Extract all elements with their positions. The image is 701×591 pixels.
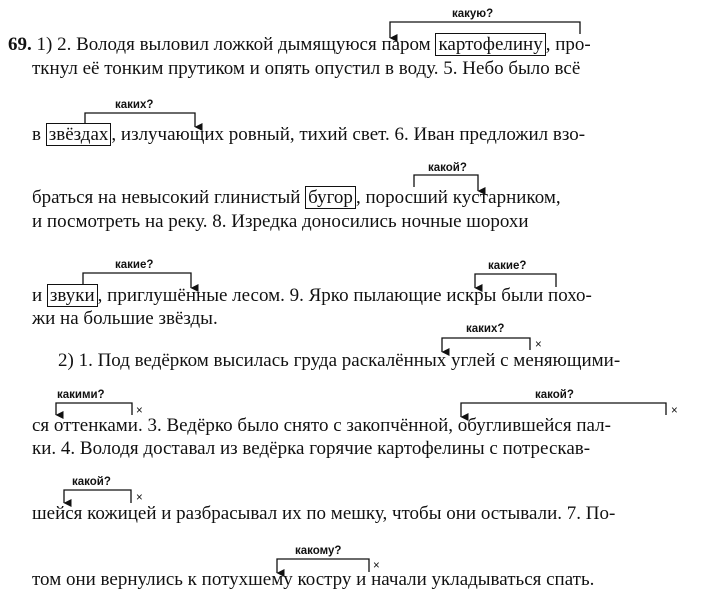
text-line: и посмотреть на реку. 8. Изредка доносились ночные шорохи: [32, 211, 529, 232]
text-line: и звуки , приглушённые лесом. 9. Ярко пылающие искры были похо-: [32, 285, 592, 306]
text-line: браться на невысокий глинистый бугор , поросший кустарником,: [32, 187, 561, 208]
text-line: 69. 1) 2. Володя выловил ложкой дымящуюся паром картофелину , про-: [8, 34, 591, 55]
question-label: какой?: [428, 162, 467, 174]
text-line: 2) 1. Под ведёрком высилась груда раскалённых углей с меняющими-: [58, 350, 621, 371]
arrow-kakoy-3: [64, 490, 131, 503]
question-label: какой?: [535, 389, 574, 401]
dependency-cross: ×: [373, 560, 380, 572]
boxed-word: звуки: [47, 284, 98, 307]
dependency-cross: ×: [136, 492, 143, 504]
question-label: какому?: [295, 545, 342, 557]
boxed-word: звёздах: [46, 123, 112, 146]
dependency-cross: ×: [671, 405, 678, 417]
text-line: шейся кожицей и разбрасывал их по мешку, чтобы они остывали. 7. По-: [32, 503, 616, 524]
question-label: какой?: [72, 476, 111, 488]
question-label: каких?: [115, 99, 154, 111]
part-label: 1): [36, 34, 53, 55]
question-label: какие?: [488, 260, 527, 272]
boxed-word: бугор: [305, 186, 356, 209]
text-line: ткнул её тонким прутиком и опять опустил в воду. 5. Небо было всё: [32, 58, 581, 79]
question-label: каких?: [466, 323, 505, 335]
text-line: в звёздах , излучающих ровный, тихий свет. 6. Иван предложил взо-: [32, 124, 586, 145]
text-line: том они вернулись к потухшему костру и начали укладываться спать.: [32, 569, 595, 590]
part-label: 2): [58, 350, 74, 371]
arrow-kakimi: [56, 403, 132, 415]
text-line: жи на большие звёзды.: [32, 308, 218, 329]
boxed-word: картофелину: [435, 33, 545, 56]
question-label: какую?: [452, 8, 494, 20]
dependency-cross: ×: [535, 339, 542, 351]
exercise-number: 69.: [8, 34, 32, 55]
text-line: ся оттенками. 3. Ведёрко было снято с закопчённой, обуглившейся пал-: [32, 415, 611, 436]
dependency-cross: ×: [136, 405, 143, 417]
question-label: какими?: [57, 389, 105, 401]
question-label: какие?: [115, 259, 154, 271]
text-line: ки. 4. Володя доставал из ведёрка горячие картофелины с потрескав-: [32, 438, 591, 459]
